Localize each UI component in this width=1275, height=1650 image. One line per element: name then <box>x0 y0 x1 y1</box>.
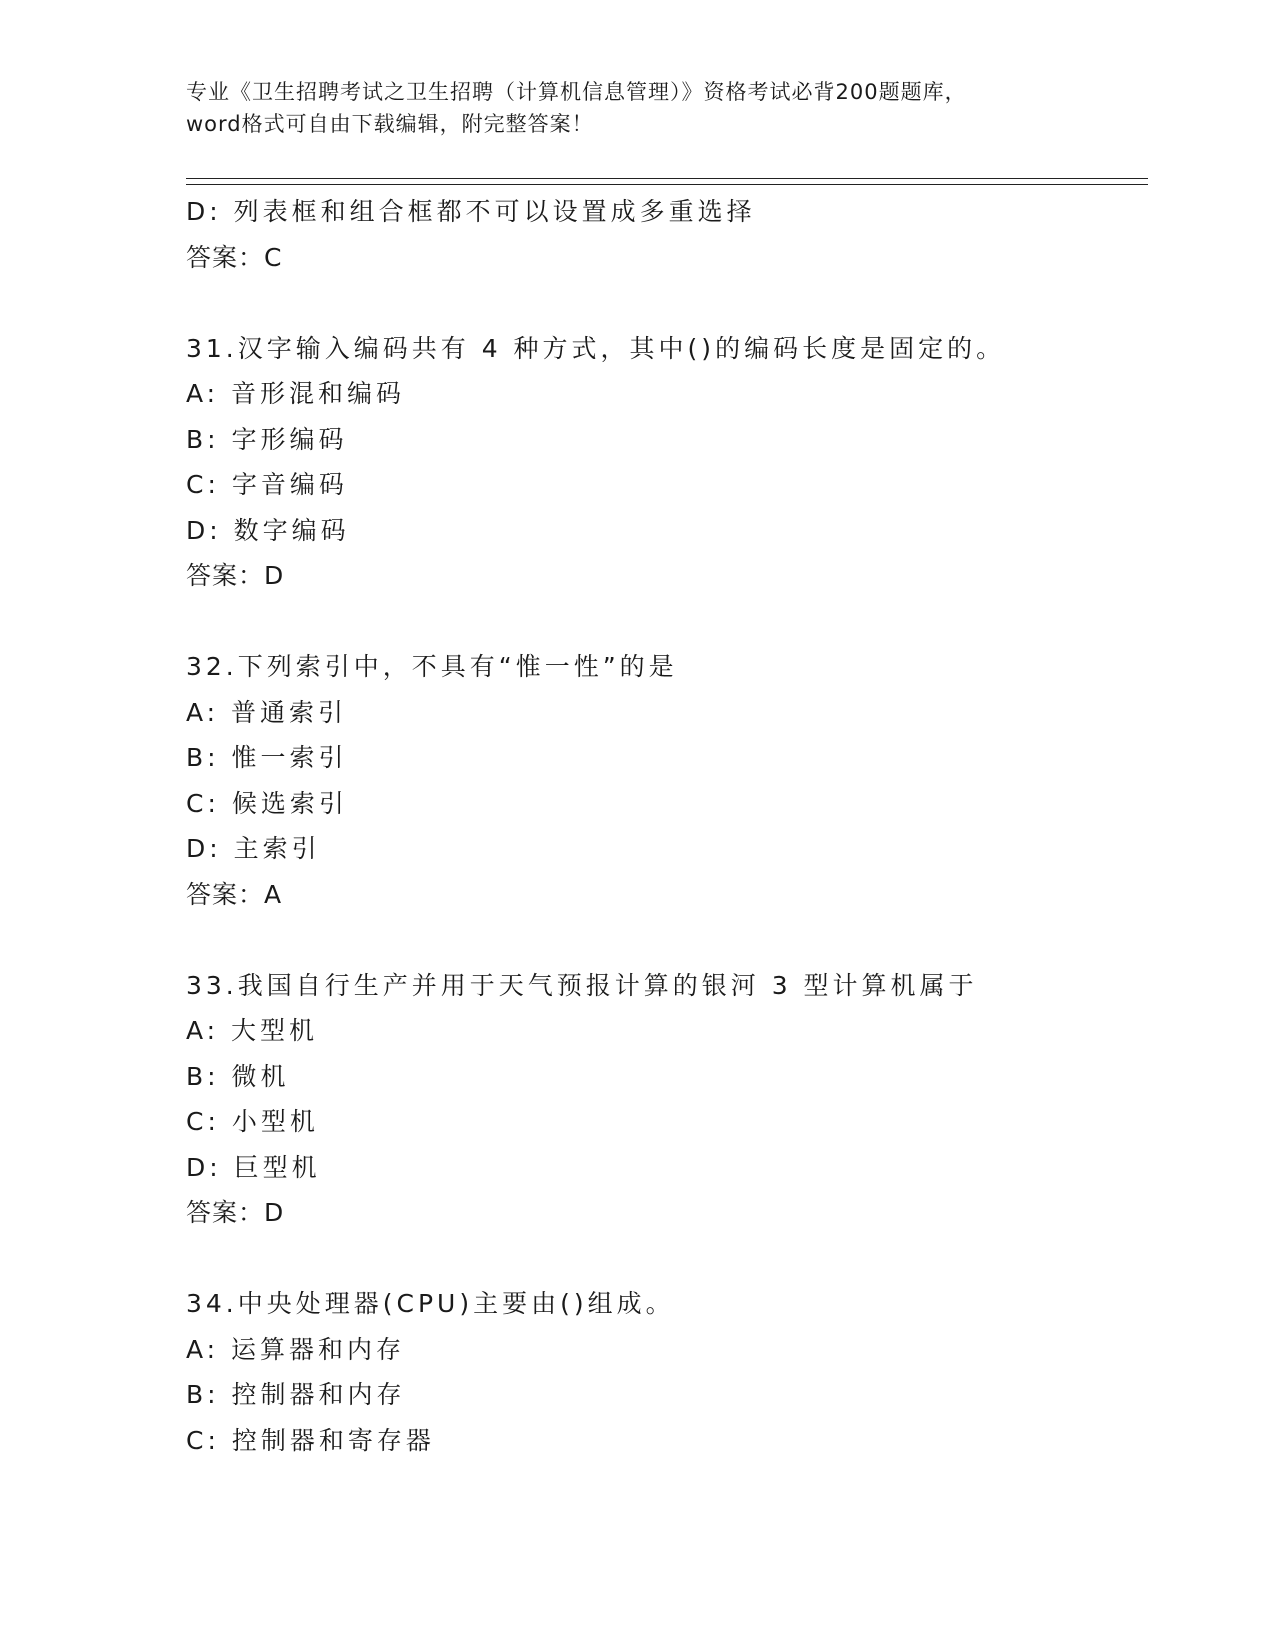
question-text: 34.中央处理器(CPU)主要由()组成。 <box>186 1289 675 1318</box>
option-b: B: 微机 <box>186 1061 290 1091</box>
option-a: A: 大型机 <box>186 1016 319 1045</box>
header-divider-bottom <box>186 184 1148 185</box>
answer-line: 答案：D <box>186 1198 285 1227</box>
question-31 <box>186 326 1146 599</box>
option-c: C: 控制器和寄存器 <box>186 1425 435 1455</box>
answer-line: 答案：A <box>186 879 283 909</box>
option-d: D: 主索引 <box>186 834 321 863</box>
header-line-2: word格式可自由下载编辑，附完整答案！ <box>186 112 594 136</box>
document-header <box>186 76 1086 140</box>
option-c: C: 候选索引 <box>186 788 348 818</box>
question-text: 31.汉字输入编码共有 4 种方式，其中()的编码长度是固定的。 <box>186 333 1006 363</box>
option-c: C: 小型机 <box>186 1107 319 1136</box>
option-b: B: 控制器和内存 <box>186 1380 406 1409</box>
option-d: D: 巨型机 <box>186 1152 321 1182</box>
option-c: C: 字音编码 <box>186 470 348 499</box>
header-divider-top <box>186 178 1148 179</box>
option-a: A: 运算器和内存 <box>186 1334 406 1364</box>
question-33 <box>186 963 1146 1236</box>
question-text: 32.下列索引中，不具有“惟一性”的是 <box>186 652 678 681</box>
question-text: 33.我国自行生产并用于天气预报计算的银河 3 型计算机属于 <box>186 970 978 1000</box>
option-d: D: 数字编码 <box>186 515 350 545</box>
answer-line: 答案：D <box>186 561 285 590</box>
answer-line: 答案：C <box>186 242 283 272</box>
question-30-tail <box>186 189 1146 280</box>
header-line-1: 专业《卫生招聘考试之卫生招聘（计算机信息管理）》资格考试必背200题题库， <box>186 80 967 104</box>
option-a: A: 普通索引 <box>186 697 348 727</box>
option-b: B: 惟一索引 <box>186 743 348 772</box>
question-32 <box>186 644 1146 917</box>
question-list <box>186 189 1146 1463</box>
option-b: B: 字形编码 <box>186 424 348 454</box>
option-a: A: 音形混和编码 <box>186 379 406 408</box>
question-34 <box>186 1281 1146 1463</box>
option-d: D: 列表框和组合框都不可以设置成多重选择 <box>186 197 756 226</box>
